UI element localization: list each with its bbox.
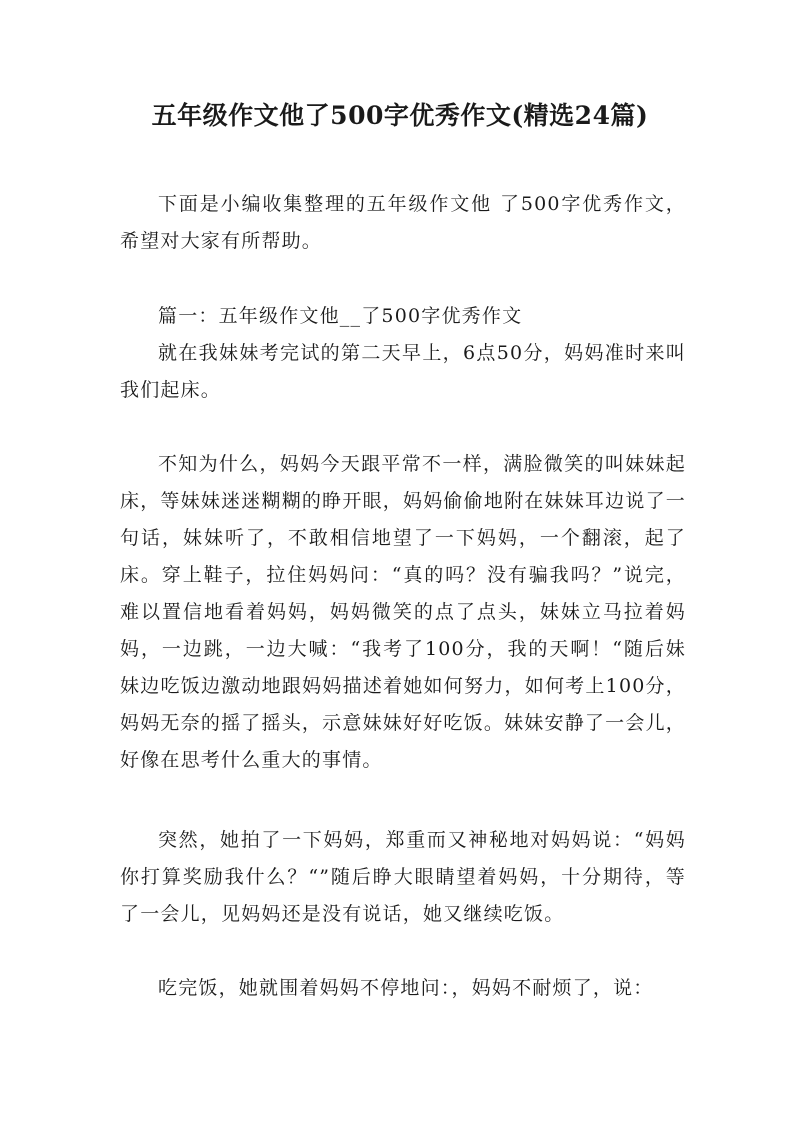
paragraph: 不知为什么，妈妈今天跟平常不一样，满脸微笑的叫妹妹起床，等妹妹迷迷糊糊的睁开眼，妈妈偷偷地附在妹妹耳边说了一句话，妹妹听了，不敢相信地望了一下妈妈，一个翻滚，起了床。穿上鞋子，拉住妈妈问：“真的吗？没有骗我吗？”说完，难以置信地看着妈妈，妈妈微笑的点了点头，妹妹立马拉着妈妈，一边跳，一边大喊：“我考了100分，我的天啊！“随后妹妹边吃饭边激动地跟妈妈描述着她如何努力，如何考上100分，妈妈无奈的摇了摇头，示意妹妹好好吃饭。妹妹安静了一会儿，好像在思考什么重大的事情。 [120,453,686,771]
document-title: 五年级作文他了500字优秀作文(精选24篇) [151,101,649,130]
section-heading-block [120,298,686,335]
intro-paragraph [120,186,686,260]
paragraph: 吃完饭，她就围着妈妈不停地问：，妈妈不耐烦了，说： [158,977,654,999]
story-paragraph-1 [120,335,686,409]
story-paragraph-2 [120,446,686,779]
story-paragraph-4 [120,970,686,1007]
paragraph: 突然，她拍了一下妈妈，郑重而又神秘地对妈妈说：“妈妈你打算奖励我什么？“”随后睁大眼睛望着妈妈，十分期待，等了一会儿，见妈妈还是没有说话，她又继续吃饭。 [120,829,686,925]
section-heading: 篇一：五年级作文他__了500字优秀作文 [158,305,523,327]
paragraph: 下面是小编收集整理的五年级作文他 了500字优秀作文，希望对大家有所帮助。 [120,193,686,252]
paragraph: 就在我妹妹考完试的第二天早上，6点50分，妈妈准时来叫我们起床。 [120,342,686,401]
story-paragraph-3 [120,822,686,933]
